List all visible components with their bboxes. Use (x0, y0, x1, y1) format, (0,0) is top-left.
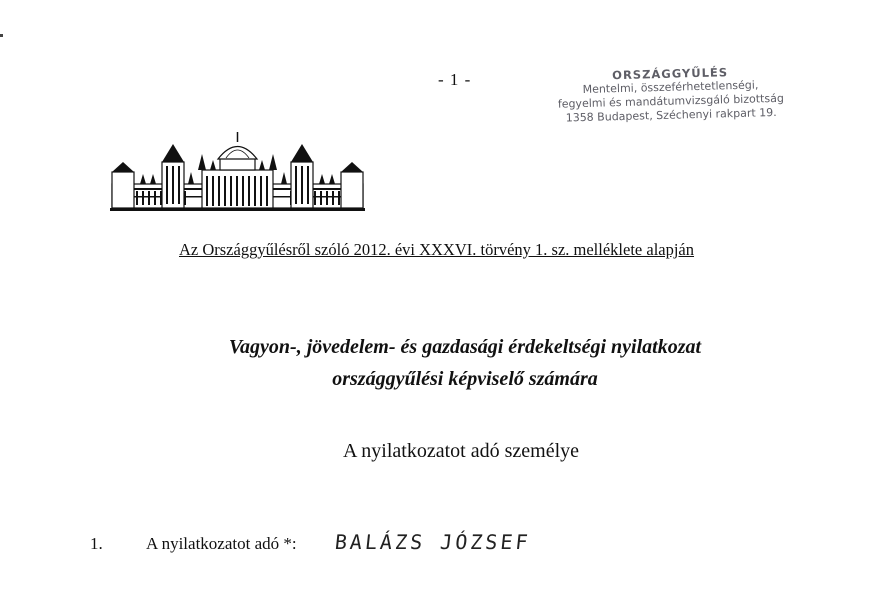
stamp-line: Mentelmi, összeférhetetlenségi, (582, 78, 759, 97)
stamp-line: 1358 Budapest, Széchenyi rakpart 19. (565, 105, 777, 125)
document-title: Vagyon-, jövedelem- és gazdasági érdekeltségi nyilatkozat (228, 336, 702, 358)
legal-basis-reference: Az Országgyűlésről szóló 2012. évi XXXVI. törvény 1. sz. melléklete alapján (178, 240, 695, 259)
parliament-building-icon (110, 132, 365, 212)
section-heading: A nyilatkozatot adó személye (342, 440, 580, 462)
declarant-name-handwritten: BALÁZS JÓZSEF (333, 530, 532, 554)
stamp-title: ORSZÁGGYŰLÉS (612, 65, 729, 83)
stamp-line: fegyelmi és mandátumvizsgáló bizottság (557, 91, 785, 111)
scan-artifact (0, 34, 3, 37)
page-number: - 1 - (438, 70, 472, 89)
document-subtitle: országgyűlési képviselő számára (332, 368, 598, 390)
field-number: 1. (90, 534, 103, 553)
declarant-label: A nyilatkozatot adó *: (146, 534, 297, 553)
committee-stamp (545, 63, 796, 126)
